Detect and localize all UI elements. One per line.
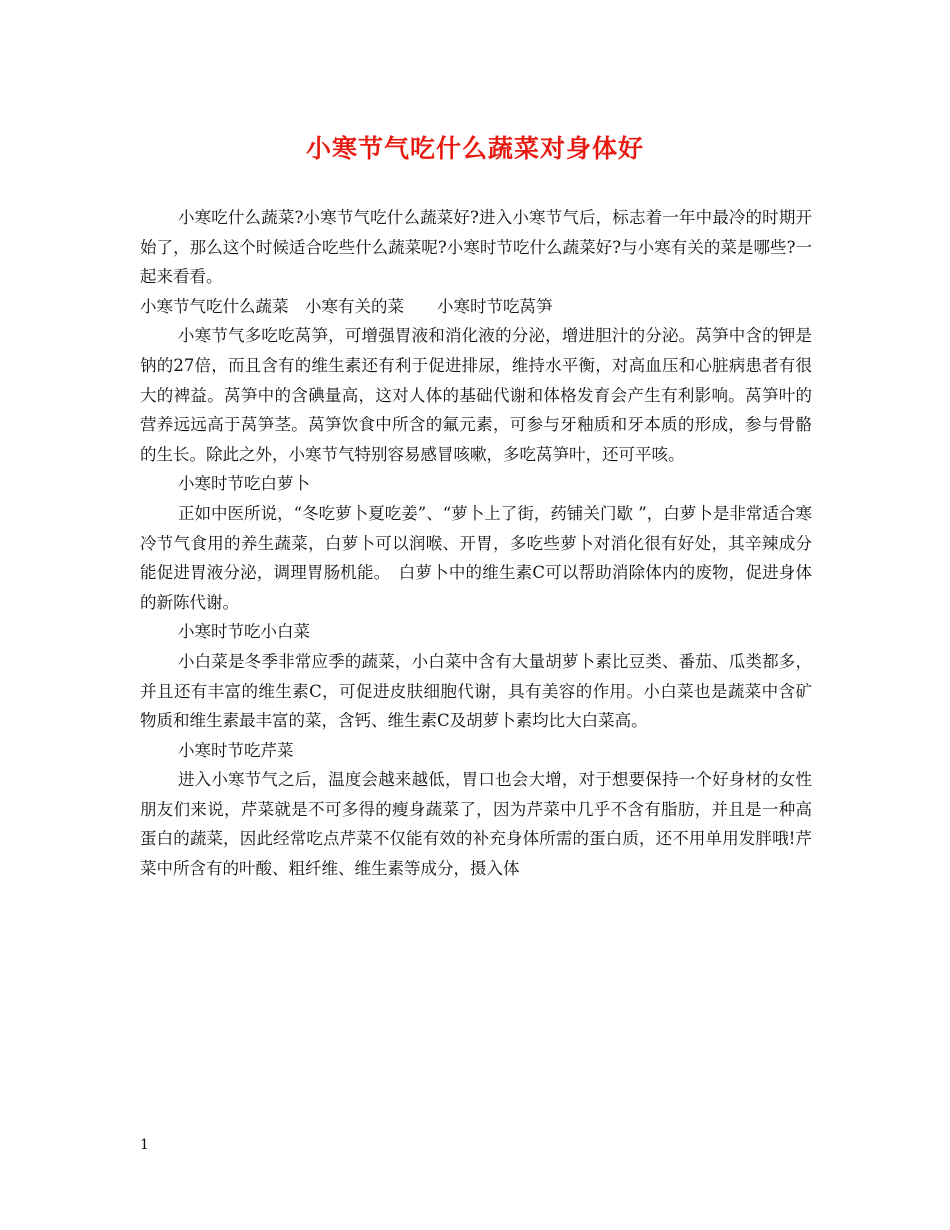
radish-heading: 小寒时节吃白萝卜 — [177, 474, 310, 494]
document-body — [140, 203, 812, 884]
celery-heading: 小寒时节吃芹菜 — [177, 740, 294, 760]
bok-choy-paragraph: 小白菜是冬季非常应季的蔬菜，小白菜中含有大量胡萝卜素比豆类、番茄、瓜类都多，并且还有丰富的维生素C，可促进皮肤细胞代谢，具有美容的作用。小白菜也是蔬菜中含矿物质和维生素最丰富的菜，含钙、维生素C及胡萝卜素均比大白菜高。 — [140, 651, 812, 731]
document-title: 小寒节气吃什么蔬菜对身体好 — [305, 134, 644, 163]
page-number: 1 — [140, 1137, 149, 1153]
section-heading-line: 小寒节气吃什么蔬菜 小寒有关的菜 小寒时节吃莴笋 — [140, 296, 553, 316]
intro-paragraph: 小寒吃什么蔬菜?小寒节气吃什么蔬菜好?进入小寒节气后，标志着一年中最冷的时期开始了，那么这个时候适合吃些什么蔬菜呢?小寒时节吃什么蔬菜好?与小寒有关的菜是哪些?一起来看看。 — [140, 208, 812, 287]
lettuce-paragraph: 小寒节气多吃吃莴笋，可增强胃液和消化液的分泌，增进胆汁的分泌。莴笋中含的钾是钠的27倍，而且含有的维生素还有利于促进排尿，维持水平衡，对高血压和心脏病患者有很大的裨益。莴笋中的含碘量高，这对人体的基础代谢和体格发育会产生有利影响。莴笋叶的营养远远高于莴笋茎。莴笋饮食中所含的氟元素，可参与牙釉质和牙本质的形成，参与骨骼的生长。除此之外，小寒节气特别容易感冒咳嗽，多吃莴笋叶，还可平咳。 — [140, 326, 812, 464]
radish-paragraph: 正如中医所说，“冬吃萝卜夏吃姜”、“萝卜上了街，药铺关门歇 ”，白萝卜是非常适合寒冷节气食用的养生蔬菜，白萝卜可以润喉、开胃，多吃些萝卜对消化很有好处，其辛辣成分能促进胃液分泌，调理胃肠机能。 白萝卜中的维生素C可以帮助消除体内的废物，促进身体的新陈代谢。 — [140, 503, 812, 612]
bok-choy-heading: 小寒时节吃小白菜 — [177, 622, 310, 642]
celery-paragraph: 进入小寒节气之后，温度会越来越低，胃口也会大增，对于想要保持一个好身材的女性朋友们来说，芹菜就是不可多得的瘦身蔬菜了，因为芹菜中几乎不含有脂肪，并且是一种高蛋白的蔬菜，因此经常吃点芹菜不仅能有效的补充身体所需的蛋白质，还不用单用发胖哦!芹菜中所含有的叶酸、粗纤维、维生素等成分，摄入体 — [140, 770, 812, 879]
